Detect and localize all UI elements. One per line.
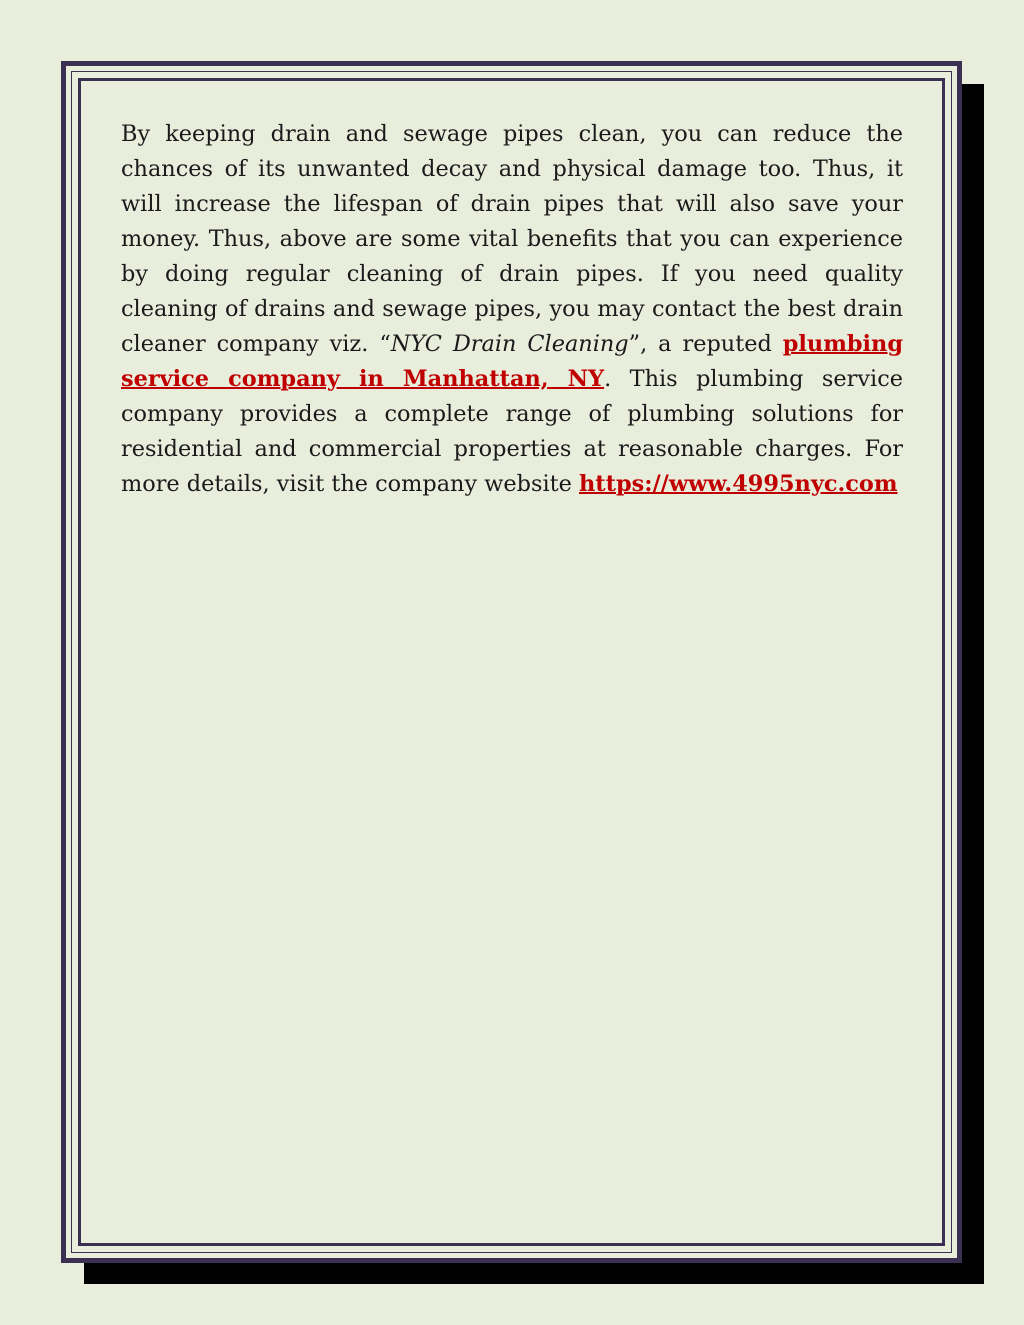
paragraph-text-3: . This plumbing service company provides a complete range of plumbing solutions for residential and commercial properties at reasonable charges. For more details, visit the company website xyxy=(121,366,903,497)
paragraph-text-2: ”, a reputed xyxy=(628,331,783,357)
body-paragraph xyxy=(121,117,903,502)
website-link[interactable]: https://www.4995nyc.com xyxy=(579,471,898,497)
paragraph-text-1: By keeping drain and sewage pipes clean, you can reduce the chances of its unwanted decay and physical damage too. Thus, it will increase the lifespan of drain pipes that will also save your money. Thus, above are some vital benefits that you can experience by doing regular cleaning of drain pipes. If you need quality cleaning of drains and sewage pipes, you may contact the best drain cleaner company viz. “ xyxy=(121,121,903,357)
service-link[interactable]: plumbing service company in Manhattan, NY xyxy=(121,331,903,392)
company-name: NYC Drain Cleaning xyxy=(390,331,629,357)
